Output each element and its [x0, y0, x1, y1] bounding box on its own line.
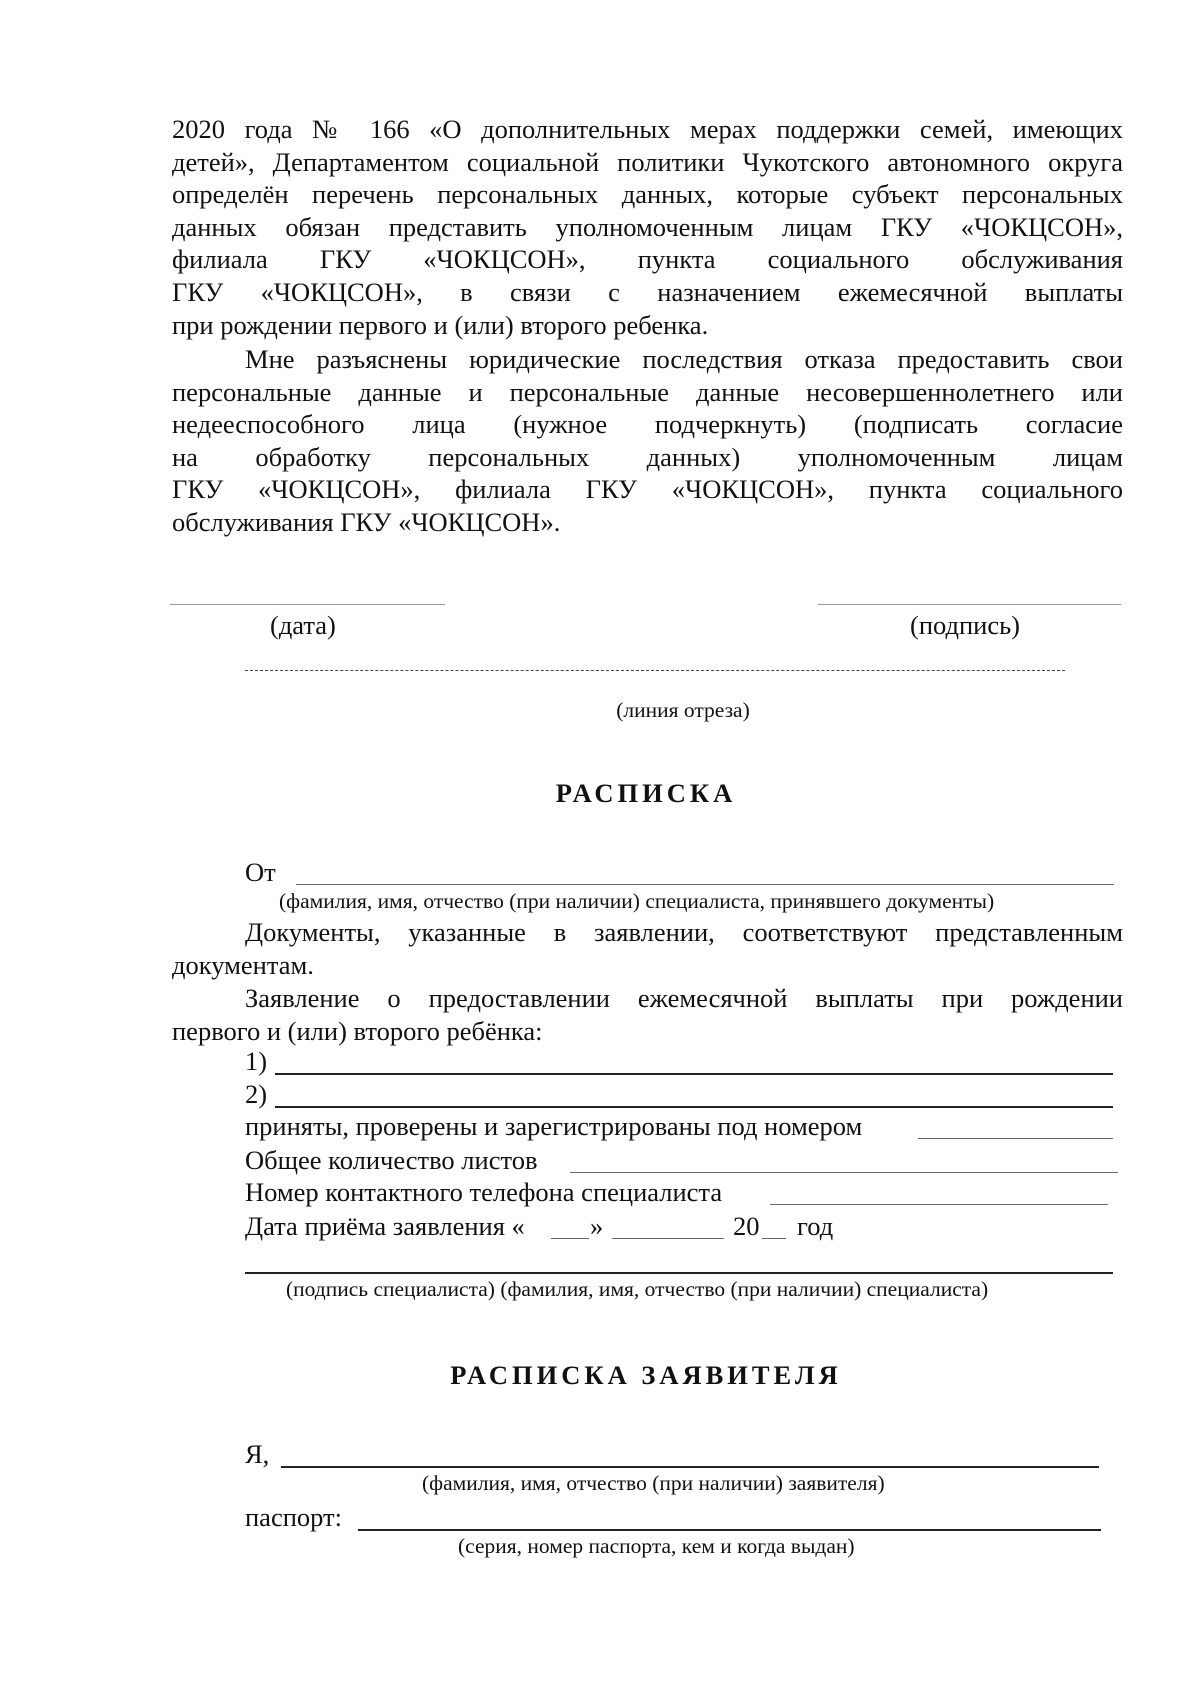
- consequences-line: Мне разъяснены юридические последствия отказа предоставить свои: [245, 344, 1123, 374]
- passport-line: [358, 1529, 1101, 1531]
- signature-line: [818, 604, 1121, 605]
- intro-line: детей», Департаментом социальной политики Чукотского автономного округа: [172, 146, 1123, 177]
- passport-label: паспорт:: [245, 1502, 342, 1532]
- receipt-date-quote-close: »: [590, 1211, 604, 1241]
- item-2-label: 2): [245, 1079, 268, 1109]
- intro-line: ГКУ «ЧОКЦСОН», в связи с назначением ежемесячной выплаты: [172, 276, 1123, 307]
- documents-match-paragraph: [172, 916, 1123, 981]
- intro-line: филиала ГКУ «ЧОКЦСОН», пункта социального обслуживания: [172, 244, 1123, 275]
- date-caption: (дата): [270, 610, 336, 640]
- intro-line: 2020 года № 166 «О дополнительных мерах поддержки семей, имеющих: [172, 114, 1123, 144]
- intro-paragraph: [172, 113, 1123, 341]
- sheets-label: Общее количество листов: [245, 1145, 538, 1175]
- item-2-line: [275, 1106, 1113, 1108]
- intro-line: определён перечень персональных данных, которые субъект персональных: [172, 179, 1123, 210]
- cut-line-caption: (линия отреза): [616, 698, 750, 722]
- consequences-line: обслуживания ГКУ «ЧОКЦСОН».: [172, 506, 561, 537]
- documents-match-line: документам.: [172, 949, 314, 980]
- intro-line: при рождении первого и (или) второго ребенка.: [172, 309, 709, 340]
- from-line: [296, 884, 1114, 885]
- receipt-date-month-line: [612, 1238, 724, 1239]
- receipt-date-year-prefix: 20: [733, 1211, 760, 1241]
- sheets-line: [570, 1172, 1118, 1173]
- applicant-name-caption: (фамилия, имя, отчество (при наличии) заявителя): [422, 1471, 885, 1495]
- date-line: [170, 604, 445, 605]
- applicant-receipt-title: РАСПИСКА ЗАЯВИТЕЛЯ: [450, 1360, 842, 1390]
- from-label: От: [245, 857, 276, 887]
- consequences-line: персональные данные и персональные данные несовершеннолетнего или: [172, 376, 1123, 407]
- signature-caption: (подпись): [910, 610, 1021, 640]
- applicant-i-label: Я,: [245, 1439, 270, 1469]
- passport-caption: (серия, номер паспорта, кем и когда выдан): [458, 1534, 855, 1558]
- registered-label: приняты, проверены и зарегистрированы под номером: [245, 1111, 863, 1141]
- specialist-signature-caption: (подпись специалиста) (фамилия, имя, отчество (при наличии) специалиста): [286, 1277, 989, 1301]
- receipt-date-label: Дата приёма заявления «: [245, 1211, 525, 1241]
- cut-line: [245, 670, 1065, 671]
- consequences-line: ГКУ «ЧОКЦСОН», филиала ГКУ «ЧОКЦСОН», пункта социального: [172, 474, 1123, 505]
- item-1-line: [275, 1073, 1113, 1075]
- phone-line: [770, 1204, 1108, 1205]
- applicant-name-line: [281, 1466, 1099, 1468]
- phone-label: Номер контактного телефона специалиста: [245, 1177, 723, 1207]
- receipt-date-year-suffix: год: [797, 1211, 834, 1241]
- specialist-signature-line: [245, 1272, 1113, 1274]
- receipt-date-day-line: [551, 1238, 589, 1239]
- receipt-date-year-line: [762, 1238, 786, 1239]
- item-1-label: 1): [245, 1046, 268, 1076]
- application-paragraph: [172, 982, 1123, 1047]
- intro-line: данных обязан представить уполномоченным лицам ГКУ «ЧОКЦСОН»,: [172, 211, 1123, 242]
- consequences-line: на обработку персональных данных) уполномоченным лицам: [172, 441, 1123, 472]
- documents-match-line: Документы, указанные в заявлении, соответствуют представленным: [245, 917, 1123, 947]
- receipt-title: РАСПИСКА: [555, 778, 737, 808]
- consequences-paragraph: [172, 343, 1123, 539]
- application-line: Заявление о предоставлении ежемесячной выплаты при рождении: [245, 983, 1123, 1013]
- consequences-line: недееспособного лица (нужное подчеркнуть) (подписать согласие: [172, 409, 1123, 440]
- application-line: первого и (или) второго ребёнка:: [172, 1015, 543, 1046]
- from-caption: (фамилия, имя, отчество (при наличии) специалиста, принявшего документы): [279, 889, 995, 913]
- registered-number-line: [918, 1138, 1113, 1139]
